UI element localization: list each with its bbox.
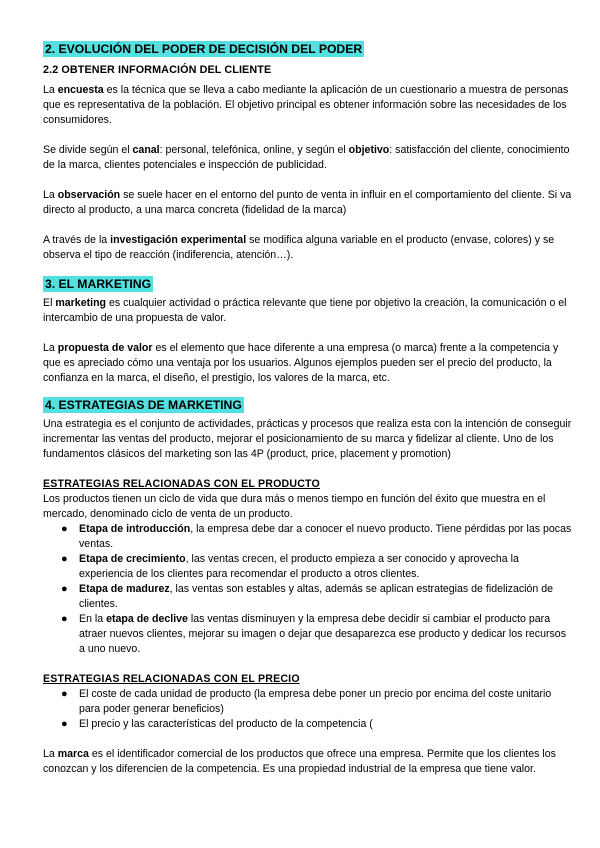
bullet-icon: ● — [61, 523, 68, 535]
marca-term: marca — [57, 748, 89, 760]
propuesta-term: propuesta de valor — [57, 342, 153, 354]
list-item: ● El coste de cada unidad de producto (la empresa debe poner un precio por encima del coste unitario para poder generar beneficios) — [61, 688, 552, 715]
list-item: ● Etapa de crecimiento, las ventas crecen, el producto empieza a ser conocido y aprovecha la experiencia de los clientes para recomendar el producto a otros clientes. — [61, 553, 519, 580]
encuesta-term: encuesta — [57, 84, 104, 96]
estrategia-paragraph: Una estrategia es el conjunto de actividades, prácticas y procesos que realiza esta con la intención de conseguir incrementar las ventas del producto, mejorar el posicionamiento de su marca y fidelizar al cliente. Uno de los fundamentos clásicos del marketing son las 4P (product, price, placement y promotion) — [43, 418, 572, 460]
section-3-title: 3. EL MARKETING — [45, 277, 152, 291]
bullet-icon: ● — [61, 718, 68, 730]
bullet-icon: ● — [61, 613, 68, 625]
marca-paragraph: La marca es el identificador comercial de los productos que ofrece una empresa. Permite que los clientes los conozcan y los diferencien de la competencia. Es una propiedad industrial de la empresa que tiene valor. — [43, 748, 556, 775]
propuesta-paragraph: La propuesta de valor es el elemento que hace diferente a una empresa (o marca) frente a la competencia y que es apreciado cómo una ventaja por los usuarios. Algunos ejemplos pueden ser el precio del producto, la confianza en la marca, el diseño, el prestigio, los valores de la marca, etc. — [43, 342, 559, 384]
investigacion-term: investigación experimental — [110, 234, 247, 246]
section-3-heading — [43, 276, 573, 293]
bullet-icon: ● — [61, 583, 68, 595]
producto-list — [43, 522, 573, 657]
bullet-icon: ● — [61, 688, 68, 700]
section-4-title: 4. ESTRATEGIAS DE MARKETING — [45, 398, 242, 412]
section-2-title: 2. EVOLUCIÓN DEL PODER DE DECISIÓN DEL PODER — [45, 42, 363, 56]
marketing-paragraph: El marketing es cualquier actividad o práctica relevante que tiene por objetivo la creación, la comunicación o el intercambio de una propuesta de valor. — [43, 297, 567, 324]
precio-list — [43, 687, 573, 732]
bullet-icon: ● — [61, 553, 68, 565]
observacion-term: observación — [57, 189, 121, 201]
section-2-heading — [43, 41, 573, 58]
list-item: ● El precio y las características del producto de la competencia ( — [61, 718, 373, 730]
encuesta-paragraph: La encuesta es la técnica que se lleva a cabo mediante la aplicación de un cuestionario a muestra de personas que es representativa de la población. El objetivo principal es obtener información sobre las necesidades de los consumidores. — [43, 84, 569, 126]
marketing-term: marketing — [55, 297, 107, 309]
observacion-paragraph: La observación se suele hacer en el entorno del punto de venta in influir en el comportamiento del cliente. Si va directo al producto, a una marca concreta (fidelidad de la marca) — [43, 189, 572, 216]
producto-heading: ESTRATEGIAS RELACIONADAS CON EL PRODUCTO — [43, 478, 320, 490]
objetivo-term: objetivo — [348, 144, 390, 156]
producto-intro: Los productos tienen un ciclo de vida que dura más o menos tiempo en función del éxito que muestra en el mercado, denominado ciclo de venta de un producto. — [43, 493, 546, 520]
section-4-heading — [43, 397, 573, 414]
list-item: ● Etapa de madurez, las ventas son estables y altas, además se aplican estrategias de fidelización de clientes. — [61, 583, 554, 610]
precio-heading: ESTRATEGIAS RELACIONADAS CON EL PRECIO — [43, 673, 300, 685]
subsection-2-2-title: 2.2 OBTENER INFORMACIÓN DEL CLIENTE — [43, 64, 272, 76]
list-item: ● Etapa de introducción, la empresa debe dar a conocer el nuevo producto. Tiene pérdidas por las pocas ventas. — [61, 523, 572, 550]
document-body — [43, 41, 573, 777]
investigacion-paragraph: A través de la investigación experimental se modifica alguna variable en el producto (envase, colores) y se observa el tipo de reacción (indiferencia, atención…). — [43, 234, 555, 261]
canal-paragraph: Se divide según el canal: personal, telefónica, online, y según el objetivo: satisfacción del cliente, conocimiento de la marca, clientes potenciales e inspección de publicidad. — [43, 144, 570, 171]
list-item: ● En la etapa de declive las ventas disminuyen y la empresa debe decidir si cambiar el producto para atraer nuevos clientes, mejorar su imagen o dejar que desaparezca ese producto y dedicar los recursos a uno nuevo. — [61, 613, 566, 655]
canal-term: canal — [132, 144, 160, 156]
